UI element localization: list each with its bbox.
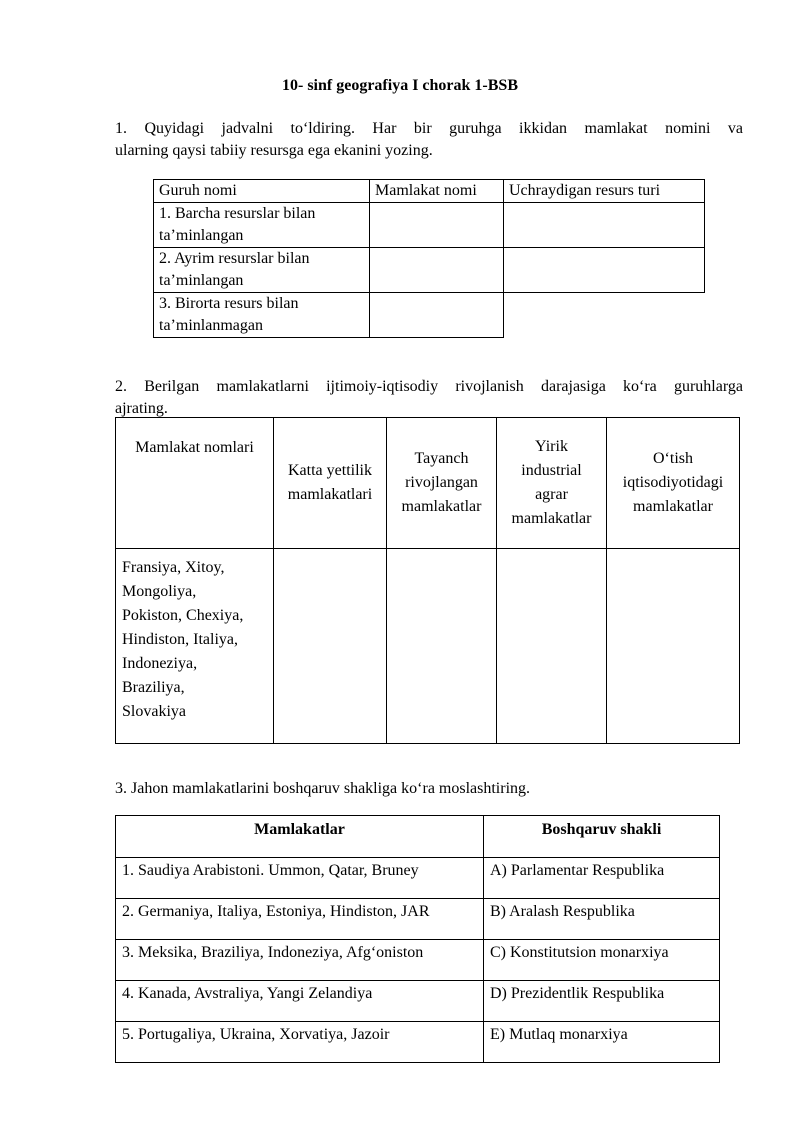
header-industrial-agrarian bbox=[497, 418, 607, 549]
industrial-agrarian-input-cell[interactable] bbox=[497, 549, 607, 744]
header-developed-countries bbox=[387, 418, 497, 549]
header-line: Katta yettilik bbox=[288, 462, 372, 479]
country-list-line: Slovakiya bbox=[122, 703, 186, 720]
header-group-name: Guruh nomi bbox=[154, 180, 370, 203]
header-line: agrar bbox=[535, 486, 568, 503]
government-form-cell: D) Prezidentlik Respublika bbox=[484, 981, 720, 1022]
country-list-line: Fransiya, Xitoy, bbox=[122, 559, 225, 576]
transition-input-cell[interactable] bbox=[607, 549, 740, 744]
country-input-cell[interactable] bbox=[370, 203, 504, 248]
table-row bbox=[116, 858, 720, 899]
group-cell bbox=[154, 248, 370, 293]
header-countries: Mamlakatlar bbox=[116, 816, 484, 858]
group-label-line: ta’minlangan bbox=[159, 227, 244, 244]
development-level-table bbox=[115, 417, 740, 744]
table-row bbox=[116, 1022, 720, 1063]
header-line: Yirik bbox=[535, 438, 568, 455]
empty-cell bbox=[504, 293, 705, 338]
table-header-row bbox=[116, 418, 740, 549]
header-g7-countries bbox=[274, 418, 387, 549]
header-line: Tayanch bbox=[414, 450, 469, 467]
country-input-cell[interactable] bbox=[370, 293, 504, 338]
countries-cell: 3. Meksika, Braziliya, Indoneziya, Afg‘oniston bbox=[116, 940, 484, 981]
countries-cell: 5. Portugaliya, Ukraina, Xorvatiya, Jazoir bbox=[116, 1022, 484, 1063]
question-2-line-2: ajrating. bbox=[115, 400, 168, 417]
g7-input-cell[interactable] bbox=[274, 549, 387, 744]
header-line: mamlakatlar bbox=[511, 510, 592, 527]
group-label-line: ta’minlangan bbox=[159, 272, 244, 289]
table-row bbox=[154, 248, 705, 293]
government-form-cell: E) Mutlaq monarxiya bbox=[484, 1022, 720, 1063]
group-label-line: 3. Birorta resurs bilan bbox=[159, 295, 299, 312]
countries-cell: 4. Kanada, Avstraliya, Yangi Zelandiya bbox=[116, 981, 484, 1022]
header-line: rivojlangan bbox=[405, 474, 478, 491]
header-country-name: Mamlakat nomi bbox=[370, 180, 504, 203]
countries-cell: 1. Saudiya Arabistoni. Ummon, Qatar, Bruney bbox=[116, 858, 484, 899]
header-government-form: Boshqaruv shakli bbox=[484, 816, 720, 858]
group-label-line: 2. Ayrim resurslar bilan bbox=[159, 250, 310, 267]
group-cell bbox=[154, 203, 370, 248]
group-cell bbox=[154, 293, 370, 338]
resource-groups-table bbox=[153, 179, 705, 338]
header-line: Mamlakat nomlari bbox=[135, 439, 254, 456]
document-title: 10- sinf geografiya I chorak 1-BSB bbox=[282, 77, 518, 94]
country-list-line: Hindiston, Italiya, bbox=[122, 631, 238, 648]
question-2-text bbox=[115, 376, 743, 420]
header-line: mamlakatlari bbox=[287, 486, 373, 503]
table-row bbox=[116, 940, 720, 981]
developed-input-cell[interactable] bbox=[387, 549, 497, 744]
countries-cell: 2. Germaniya, Italiya, Estoniya, Hindiston, JAR bbox=[116, 899, 484, 940]
question-2-line-1: 2. Berilgan mamlakatlarni ijtimoiy-iqtisodiy rivojlanish darajasiga ko‘ra guruhlarga bbox=[115, 378, 743, 395]
question-1-text bbox=[115, 118, 743, 162]
governance-matching-table bbox=[115, 815, 720, 1063]
table-header-row bbox=[116, 816, 720, 858]
header-transition-economies bbox=[607, 418, 740, 549]
government-form-cell: A) Parlamentar Respublika bbox=[484, 858, 720, 899]
country-list-cell bbox=[116, 549, 274, 744]
resource-input-cell[interactable] bbox=[504, 203, 705, 248]
country-list-line: Braziliya, bbox=[122, 679, 185, 696]
country-list-line: Mongoliya, bbox=[122, 583, 197, 600]
government-form-cell: B) Aralash Respublika bbox=[484, 899, 720, 940]
table-header-row bbox=[154, 180, 705, 203]
question-1-line-1: 1. Quyidagi jadvalni to‘ldiring. Har bir guruhga ikkidan mamlakat nomini va bbox=[115, 120, 743, 137]
header-line: O‘tish bbox=[653, 450, 693, 467]
question-1-line-2: ularning qaysi tabiiy resursga ega ekanini yozing. bbox=[115, 142, 433, 159]
table-row bbox=[154, 203, 705, 248]
group-label-line: ta’minlanmagan bbox=[159, 317, 263, 334]
group-label-line: 1. Barcha resurslar bilan bbox=[159, 205, 316, 222]
header-line: mamlakatlar bbox=[633, 498, 713, 515]
table-row bbox=[154, 293, 705, 338]
table-row bbox=[116, 549, 740, 744]
header-resource-type: Uchraydigan resurs turi bbox=[504, 180, 705, 203]
header-line: industrial bbox=[521, 462, 582, 479]
table-row bbox=[116, 899, 720, 940]
header-line: iqtisodiyotidagi bbox=[622, 474, 724, 491]
table-row bbox=[116, 981, 720, 1022]
header-country-names bbox=[116, 418, 274, 549]
country-input-cell[interactable] bbox=[370, 248, 504, 293]
resource-input-cell[interactable] bbox=[504, 248, 705, 293]
question-3-text: 3. Jahon mamlakatlarini boshqaruv shakliga ko‘ra moslashtiring. bbox=[115, 780, 531, 797]
government-form-cell: C) Konstitutsion monarxiya bbox=[484, 940, 720, 981]
country-list-line: Pokiston, Chexiya, bbox=[122, 607, 244, 624]
country-list-line: Indoneziya, bbox=[122, 655, 198, 672]
header-line: mamlakatlar bbox=[401, 498, 482, 515]
